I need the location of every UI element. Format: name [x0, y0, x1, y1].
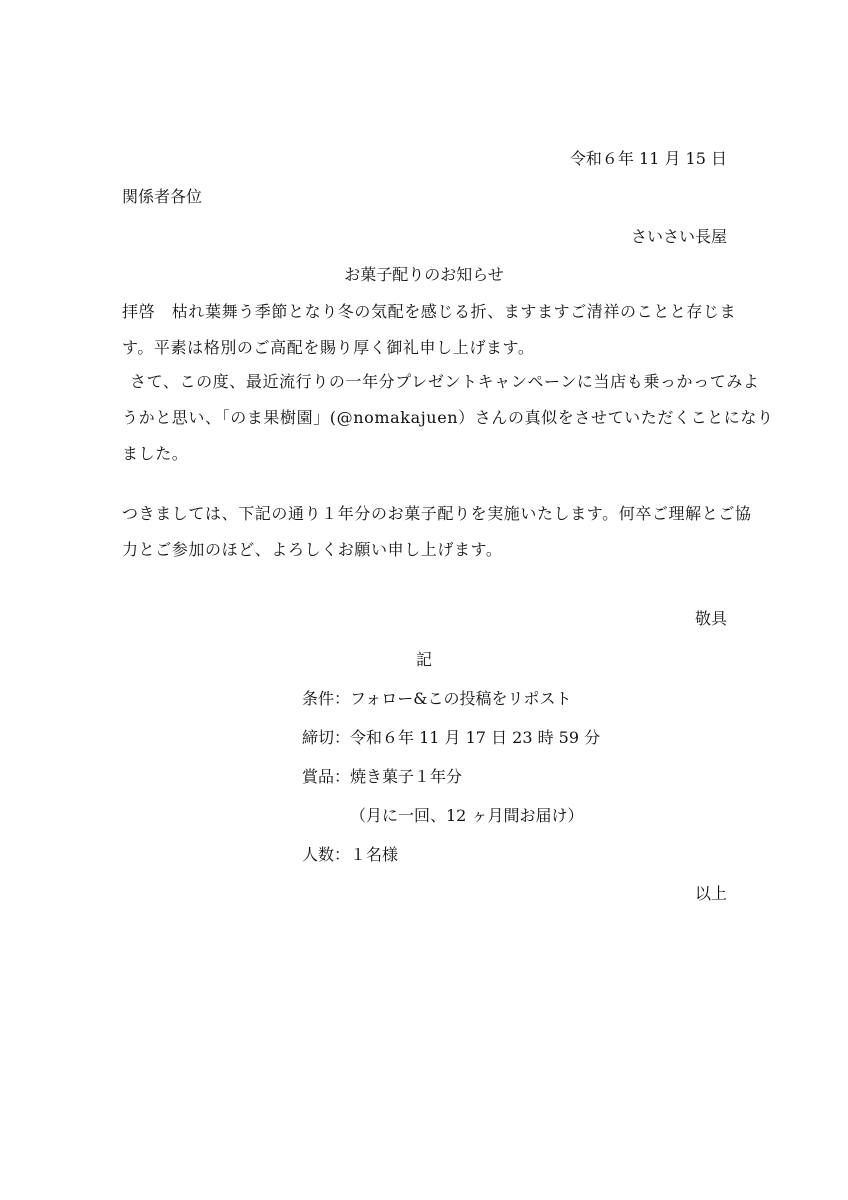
- paragraph-line: うかと思い、「のま果樹園」(@nomakajuen）さんの真似をさせていただくことになり: [122, 408, 774, 427]
- end-mark: 以上: [694, 884, 727, 903]
- paragraph-line: す。平素は格別のご高配を賜り厚く御礼申し上げます。: [122, 338, 535, 357]
- sender-name: さいさい長屋: [630, 227, 727, 246]
- paragraph-line: ました。: [122, 444, 189, 463]
- paragraph-line: 拝啓 枯れ葉舞う季節となり冬の気配を感じる折、ますますご清祥のことと存じま: [122, 302, 737, 321]
- memo-heading: 記: [416, 650, 433, 669]
- paragraph-line: つきましては、下記の通り１年分のお菓子配りを実施いたします。何卒ご理解とご協: [122, 504, 752, 523]
- winners-line: 人数：１名様: [302, 845, 399, 864]
- request-paragraph: [122, 496, 752, 568]
- addressee: 関係者各位: [122, 187, 203, 206]
- prize-note-line: （月に一回、12 ヶ月間お届け）: [350, 806, 584, 825]
- closing-word: 敬具: [694, 609, 727, 628]
- greeting-paragraph: [122, 294, 737, 366]
- paragraph-line: 力とご参加のほど、よろしくお願い申し上げます。: [122, 540, 503, 559]
- deadline-line: 締切：令和６年 11 月 17 日 23 時 59 分: [302, 728, 601, 747]
- condition-line: 条件：フォロー&この投稿をリポスト: [302, 689, 572, 708]
- paragraph-line: さて、この度、最近流行りの一年分プレゼントキャンペーンに当店も乗っかってみよ: [130, 372, 760, 391]
- document-date: 令和６年 11 月 15 日: [569, 149, 727, 168]
- prize-line: 賞品：焼き菓子１年分: [302, 767, 463, 786]
- announcement-paragraph: [122, 364, 774, 472]
- document-title: お菓子配りのお知らせ: [344, 265, 504, 284]
